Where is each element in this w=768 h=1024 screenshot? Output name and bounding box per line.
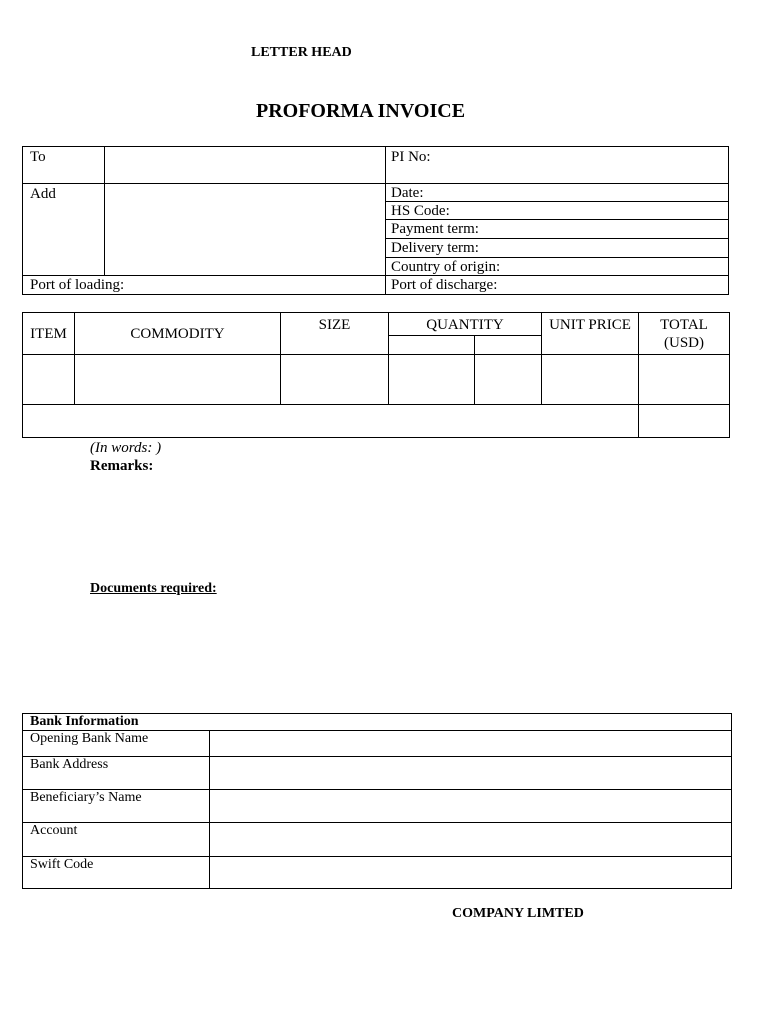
divider bbox=[23, 354, 729, 355]
divider bbox=[388, 335, 541, 336]
col-unit-price: UNIT PRICE bbox=[549, 317, 631, 333]
hs-code-label: HS Code: bbox=[391, 203, 450, 219]
pi-no-label: PI No: bbox=[391, 149, 431, 165]
address-label: Add bbox=[30, 186, 56, 202]
company-name: COMPANY LIMTED bbox=[452, 906, 584, 921]
invoice-info-box bbox=[22, 146, 729, 295]
port-of-loading-label: Port of loading: bbox=[30, 277, 125, 293]
bank-row-label: Beneficiary’s Name bbox=[30, 790, 142, 805]
col-size: SIZE bbox=[318, 317, 351, 333]
bank-row-label: Opening Bank Name bbox=[30, 731, 149, 746]
divider bbox=[209, 730, 210, 888]
letterhead: LETTER HEAD bbox=[251, 45, 352, 60]
documents-required-label: Documents required: bbox=[90, 581, 217, 596]
delivery-term-label: Delivery term: bbox=[391, 240, 479, 256]
divider bbox=[104, 147, 105, 276]
port-of-discharge-label: Port of discharge: bbox=[391, 277, 498, 293]
divider bbox=[23, 756, 731, 757]
divider bbox=[23, 275, 728, 276]
bank-row-label: Bank Address bbox=[30, 757, 109, 772]
col-total: TOTAL bbox=[660, 317, 708, 333]
divider bbox=[385, 147, 386, 294]
col-item: ITEM bbox=[30, 326, 67, 342]
items-table bbox=[22, 312, 730, 438]
divider bbox=[474, 335, 475, 405]
divider bbox=[23, 183, 728, 184]
bank-info-table bbox=[22, 713, 732, 889]
to-label: To bbox=[30, 149, 46, 165]
col-quantity: QUANTITY bbox=[426, 317, 504, 333]
col-total-unit: (USD) bbox=[664, 335, 704, 351]
divider bbox=[23, 856, 731, 857]
payment-term-label: Payment term: bbox=[391, 221, 479, 237]
page-title: PROFORMA INVOICE bbox=[256, 100, 466, 122]
divider bbox=[23, 822, 731, 823]
date-label: Date: bbox=[391, 185, 424, 201]
remarks-label: Remarks: bbox=[90, 458, 154, 474]
divider bbox=[23, 404, 729, 405]
col-commodity: COMMODITY bbox=[130, 326, 225, 342]
in-words: (In words: ) bbox=[90, 440, 162, 456]
bank-row-label: Account bbox=[30, 823, 78, 838]
bank-info-title: Bank Information bbox=[30, 714, 139, 729]
country-of-origin-label: Country of origin: bbox=[391, 259, 501, 275]
bank-row-label: Swift Code bbox=[30, 857, 94, 872]
